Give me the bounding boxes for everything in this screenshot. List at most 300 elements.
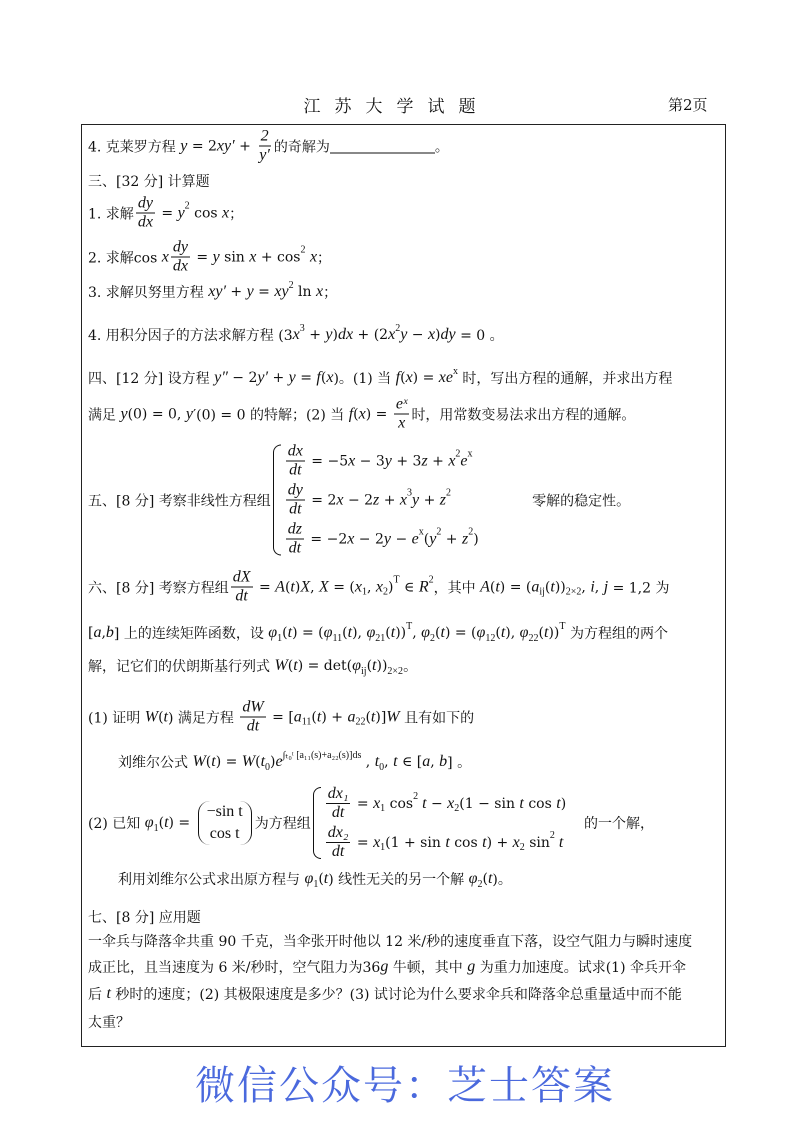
- text: ] 。: [447, 755, 472, 771]
- math-symbol: b: [105, 624, 114, 641]
- text: (: [366, 658, 373, 674]
- equation-row: [284, 521, 479, 558]
- text: = −2: [305, 531, 348, 547]
- text: ,: [594, 579, 604, 595]
- text: +: [304, 327, 326, 343]
- text: 时，用常数变易法求出方程的通解。: [411, 407, 636, 423]
- subscript: 21: [375, 632, 386, 644]
- superscript: T: [393, 574, 400, 586]
- text: ,: [581, 579, 591, 595]
- text: (: [342, 625, 348, 641]
- subscript: 2: [477, 878, 483, 890]
- math-symbol: t: [445, 833, 450, 851]
- fraction-denominator: dt: [235, 587, 248, 605]
- math-symbol: φ: [468, 870, 478, 887]
- fraction-numerator: dx₂: [327, 824, 349, 841]
- text: ) =: [168, 815, 195, 831]
- text: +: [427, 453, 449, 469]
- math-symbol: xy′: [216, 137, 235, 154]
- subscript: 22: [528, 632, 539, 644]
- math-symbol: t: [495, 578, 500, 595]
- math-symbol: z: [373, 491, 380, 508]
- text: +: [234, 138, 256, 154]
- vector-entry: −sin t: [206, 803, 243, 820]
- subscript: 1: [380, 803, 386, 814]
- math-symbol: y: [288, 369, 296, 386]
- text: − 2: [227, 370, 258, 386]
- text: =: [295, 370, 317, 386]
- text: )): [395, 625, 407, 641]
- math-symbol: x: [405, 369, 413, 386]
- text: − 3: [355, 453, 385, 469]
- math-symbol: f: [348, 405, 354, 422]
- text: 利用刘维尔公式求出原方程与: [118, 872, 305, 888]
- math-symbol: x: [347, 530, 355, 547]
- superscript: x: [418, 526, 424, 538]
- math-symbol: x: [315, 283, 324, 300]
- equation-system: [311, 785, 566, 861]
- text: cos: [189, 205, 223, 221]
- math-symbol: y: [180, 137, 188, 154]
- text: 时，写出方程的通解，并求出方程: [457, 371, 673, 387]
- text: 一伞兵与降落伞共重 90 千克，当伞张开时他以 12 米/秒的速度垂直下落，设空气阻力与瞬时速度: [88, 934, 693, 950]
- question-line: [88, 907, 201, 927]
- math-symbol: j: [603, 578, 609, 595]
- math-symbol: t: [374, 753, 380, 770]
- math-symbol: y: [400, 326, 408, 343]
- math-symbol: t: [163, 708, 168, 725]
- math-symbol: x: [399, 491, 408, 508]
- superscript: 2: [455, 448, 461, 460]
- math-symbol: g: [467, 958, 476, 975]
- vector-entry: cos t: [209, 825, 240, 842]
- math-symbol: x: [373, 794, 381, 812]
- text: (: [489, 579, 496, 595]
- text: = 2: [306, 492, 337, 508]
- subscript: 1: [277, 632, 283, 644]
- superscript: 2: [395, 322, 401, 334]
- fraction: [240, 699, 265, 736]
- text: 满足: [88, 407, 121, 423]
- text: = 2: [187, 138, 217, 154]
- fraction-numerator: dX: [232, 568, 251, 586]
- math-symbol: e: [460, 452, 468, 469]
- text: ) = det(: [297, 658, 353, 674]
- text: 成正比，且当速度为 6 米/秒时，空气阻力为36: [88, 960, 381, 976]
- fraction-denominator: y′: [259, 146, 270, 164]
- text: + 3: [391, 453, 422, 469]
- text: 4. 克莱罗方程: [88, 139, 181, 155]
- text: − 2: [343, 492, 374, 508]
- text: ) =: [412, 370, 439, 386]
- text: =: [156, 205, 178, 221]
- text: ) +: [486, 834, 513, 851]
- subscript: 11: [301, 716, 312, 728]
- math-symbol: φ: [476, 624, 486, 641]
- subscript: 2×2: [387, 665, 404, 677]
- math-symbol: t: [487, 870, 493, 887]
- text: 1. 求解: [88, 206, 134, 222]
- math-symbol: f: [316, 369, 321, 386]
- question-line: [88, 396, 635, 433]
- math-symbol: t: [260, 753, 266, 770]
- fraction: [257, 128, 272, 165]
- text: ) =: [365, 406, 392, 422]
- subscript: 1: [380, 842, 386, 853]
- math-symbol: t: [106, 985, 111, 1002]
- text: ，其中: [433, 580, 481, 596]
- question-line: [88, 279, 338, 302]
- text: (: [538, 625, 544, 641]
- math-symbol: y: [384, 452, 392, 469]
- math-symbol: t: [316, 708, 322, 725]
- text: 为方程组: [254, 816, 311, 832]
- text: (: [423, 531, 430, 547]
- text: ,: [430, 754, 440, 770]
- question-line: [88, 569, 670, 606]
- text: ),: [505, 625, 520, 641]
- text: 五、[8 分] 考察非线性方程组: [88, 493, 271, 509]
- math-symbol: W: [386, 708, 400, 725]
- text: (: [158, 815, 165, 831]
- math-symbol: φ: [352, 657, 361, 674]
- fraction: [326, 785, 351, 822]
- fraction-denominator: dt: [288, 539, 302, 557]
- superscript: 2: [549, 830, 555, 841]
- text: =: [253, 284, 275, 300]
- fraction-denominator: dt: [289, 500, 302, 518]
- text: +: [441, 531, 462, 547]
- math-symbol: a: [293, 708, 302, 725]
- text: −: [426, 795, 448, 812]
- math-symbol: x: [373, 833, 381, 851]
- text: 太重？: [88, 1015, 130, 1031]
- question-line: [88, 957, 686, 977]
- math-symbol: y: [120, 405, 128, 422]
- text: 刘维尔公式: [118, 755, 193, 771]
- text: (1) 证明: [88, 710, 145, 726]
- math-symbol: x: [336, 491, 344, 508]
- text: (: [385, 625, 391, 641]
- superscript: T: [559, 620, 566, 632]
- superscript: 3: [407, 487, 413, 499]
- math-symbol: φ: [144, 814, 154, 831]
- math-symbol: t: [372, 657, 377, 674]
- text: ,: [361, 754, 375, 770]
- question-line: [88, 699, 474, 736]
- text: 。: [434, 139, 449, 155]
- math-symbol: x: [309, 248, 318, 265]
- text: ,: [310, 579, 320, 595]
- fraction-denominator: x: [398, 414, 406, 432]
- math-symbol: φ: [323, 624, 333, 641]
- text: ) 满足方程: [167, 710, 239, 726]
- equation-system: [271, 443, 479, 558]
- math-symbol: X: [319, 578, 329, 595]
- text: (1 − sin: [459, 795, 520, 812]
- text: ) +: [321, 709, 348, 725]
- question-line: [88, 365, 673, 388]
- text: (2) 已知: [88, 816, 145, 832]
- question-line: [88, 322, 504, 345]
- question-line: [88, 656, 417, 676]
- text: ): [560, 795, 567, 812]
- subscript: 0: [379, 761, 385, 773]
- fraction-denominator: dx: [137, 213, 153, 231]
- subscript: 1: [153, 822, 159, 834]
- math-symbol: x: [427, 326, 436, 343]
- math-symbol: W: [192, 753, 206, 770]
- math-symbol: e: [411, 530, 419, 547]
- math-symbol: y: [246, 283, 254, 300]
- fraction: [286, 443, 305, 480]
- superscript: 2: [413, 791, 419, 802]
- text: (: [284, 579, 291, 595]
- subscript: ij: [539, 586, 545, 598]
- fraction-denominator: dt: [246, 717, 260, 735]
- question-line: [88, 1012, 130, 1032]
- math-symbol: y: [177, 204, 185, 221]
- answer-blank: [330, 139, 435, 154]
- math-symbol: x: [512, 833, 520, 851]
- text: ；: [323, 285, 338, 301]
- superscript: T: [406, 620, 413, 632]
- subscript: 2: [454, 803, 460, 814]
- question-line: [88, 128, 449, 165]
- superscript: 2: [468, 526, 474, 538]
- text: (: [544, 579, 551, 595]
- text: ) 线性无关的另一个解: [328, 872, 469, 888]
- math-symbol: dx: [337, 326, 354, 343]
- math-symbol: R: [418, 578, 429, 595]
- math-symbol: t: [164, 814, 169, 831]
- fraction-numerator: dy: [172, 238, 188, 256]
- text: ；: [229, 206, 244, 222]
- text: = −5: [306, 453, 349, 469]
- text: (: [482, 871, 488, 887]
- subscript: 2: [383, 586, 389, 598]
- equation-row: [324, 824, 566, 861]
- math-symbol: t: [544, 624, 549, 641]
- math-symbol: i: [590, 578, 595, 595]
- math-symbol: g: [380, 958, 389, 975]
- text: + (2: [353, 327, 389, 343]
- text: =: [352, 795, 374, 812]
- text: 。: [403, 659, 418, 675]
- text: (: [205, 754, 212, 770]
- math-symbol: t: [554, 833, 564, 851]
- text: (: [318, 871, 324, 887]
- exam-title: 江苏大学试题: [303, 97, 490, 117]
- text: ,: [412, 625, 422, 641]
- math-symbol: b: [439, 753, 448, 770]
- fraction-numerator: dz: [287, 520, 302, 538]
- text: )]: [375, 709, 387, 725]
- text: 为方程组的两个: [565, 626, 668, 642]
- text: ) = (: [292, 625, 324, 641]
- math-symbol: t: [323, 870, 329, 887]
- fraction: [231, 569, 253, 606]
- text: 的奇解为: [273, 139, 330, 155]
- text: ): [270, 754, 276, 770]
- text: ；: [317, 250, 332, 266]
- text: 牛顿，其中: [388, 960, 468, 976]
- text: 零解的稳定性。: [478, 493, 631, 509]
- superscript: x: [467, 448, 473, 460]
- left-brace-icon: [273, 445, 281, 556]
- question-line: [118, 749, 472, 773]
- equation-rows: [284, 443, 479, 558]
- subscript: ij: [361, 665, 367, 677]
- math-symbol: φ: [366, 624, 376, 641]
- superscript: x: [452, 365, 458, 377]
- superscript: 2: [436, 526, 442, 538]
- fraction: [171, 239, 190, 276]
- text: − 2: [354, 531, 384, 547]
- math-symbol: z: [421, 452, 428, 469]
- text: = 0 。: [455, 328, 504, 344]
- math-symbol: y: [412, 491, 420, 508]
- subscript: 12: [485, 632, 496, 644]
- text: )): [554, 579, 566, 595]
- subscript: 0: [265, 761, 271, 773]
- math-symbol: t: [347, 624, 353, 641]
- fraction: [286, 521, 304, 558]
- text: 三、[32 分] 计算题: [88, 174, 210, 190]
- math-symbol: e: [275, 753, 283, 770]
- fraction: [136, 195, 155, 232]
- text: (: [158, 709, 164, 725]
- equation-rows: [324, 785, 566, 861]
- text: (: [287, 658, 294, 674]
- column-vector: [198, 801, 252, 845]
- text: (: [365, 709, 371, 725]
- fraction-numerator: dx: [287, 442, 303, 460]
- fraction-denominator: dx: [172, 257, 188, 275]
- math-symbol: t: [370, 708, 376, 725]
- math-symbol: t: [293, 657, 298, 674]
- math-symbol: f: [395, 369, 401, 386]
- math-symbol: t: [550, 578, 555, 595]
- math-symbol: φ: [304, 870, 314, 887]
- fraction-denominator: dt: [331, 843, 345, 860]
- text: ) =: [215, 754, 242, 770]
- text: 2. 求解cos: [88, 250, 162, 266]
- text: (: [400, 370, 406, 386]
- math-symbol: x: [326, 369, 334, 386]
- question-line: [88, 785, 654, 861]
- math-symbol: A: [480, 578, 490, 595]
- fraction-numerator: 2: [260, 127, 269, 145]
- question-line: [88, 984, 682, 1004]
- math-symbol: x: [388, 326, 396, 343]
- math-symbol: φ: [421, 624, 431, 641]
- math-symbol: t: [290, 578, 295, 595]
- text: −: [407, 327, 428, 343]
- text: )。(1) 当: [333, 371, 396, 387]
- math-symbol: t: [418, 794, 427, 812]
- math-symbol: y: [383, 530, 392, 547]
- text: (0) = 0,: [127, 406, 186, 422]
- text: 且有如下的: [399, 710, 475, 726]
- math-symbol: φ: [519, 624, 529, 641]
- math-symbol: x: [354, 578, 362, 595]
- fraction-numerator: eˣ: [395, 395, 408, 413]
- fraction-denominator: dt: [289, 461, 302, 479]
- math-symbol: a: [422, 753, 431, 770]
- subscript: 2: [430, 632, 436, 644]
- text: 4. 用积分因子的方法求解方程 (3: [88, 328, 293, 344]
- math-symbol: W: [241, 753, 256, 770]
- text: ∈: [399, 579, 419, 595]
- text: = 1,2 为: [608, 580, 670, 596]
- math-symbol: y: [429, 530, 437, 547]
- text: −: [391, 531, 412, 547]
- text: )。: [492, 872, 512, 888]
- math-symbol: t: [390, 624, 396, 641]
- text: sin: [219, 249, 250, 265]
- math-symbol: t: [500, 624, 506, 641]
- text: ): [473, 531, 479, 547]
- text: (: [282, 625, 288, 641]
- text: ,: [384, 754, 394, 770]
- math-symbol: xy: [274, 283, 289, 300]
- fraction-numerator: dy: [287, 481, 303, 499]
- math-symbol: y: [325, 326, 333, 343]
- text: 秒时的速度；(2) 其极限速度是多少？(3) 试讨论为什么要求伞兵和降落伞总重量适中而不能: [110, 987, 682, 1003]
- text: 的一个解，: [566, 816, 654, 832]
- subscript: 1: [362, 586, 367, 598]
- fraction-numerator: dx₁: [327, 785, 349, 802]
- math-symbol: t: [211, 753, 216, 770]
- math-symbol: a: [93, 624, 102, 641]
- equation-row: [324, 785, 566, 822]
- text: ): [294, 579, 301, 595]
- text: ) = (: [499, 579, 532, 595]
- text: 后: [88, 987, 107, 1003]
- math-symbol: x: [161, 248, 169, 265]
- math-symbol: x: [447, 794, 455, 812]
- text: 解，记它们的伏朗斯基行列式: [88, 659, 275, 675]
- question-line: [88, 195, 243, 232]
- math-symbol: z: [439, 491, 447, 508]
- superscript: 3: [299, 322, 305, 334]
- subscript: 11: [332, 632, 343, 644]
- text: ] 上的连续矩阵函数，设: [113, 626, 269, 642]
- math-symbol: y: [212, 248, 220, 265]
- text: ): [388, 579, 394, 595]
- math-symbol: W: [144, 708, 159, 725]
- text: (: [353, 406, 359, 422]
- text: +: [419, 492, 440, 508]
- text: ): [332, 327, 338, 343]
- equation-row: [284, 443, 479, 480]
- question-line: [88, 171, 210, 191]
- text: [: [88, 625, 94, 641]
- math-symbol: z: [461, 530, 469, 547]
- math-symbol: x: [348, 452, 356, 469]
- text: +: [225, 284, 247, 300]
- text: ′(0) = 0 的特解；(2) 当: [192, 407, 349, 423]
- math-symbol: x: [292, 326, 300, 343]
- text: ln: [293, 284, 316, 300]
- math-symbol: φ: [268, 624, 278, 641]
- math-symbol: y′: [257, 369, 269, 386]
- superscript: 2: [288, 279, 294, 291]
- text: =: [352, 834, 374, 851]
- question-line: [88, 443, 630, 558]
- fraction: [286, 482, 305, 519]
